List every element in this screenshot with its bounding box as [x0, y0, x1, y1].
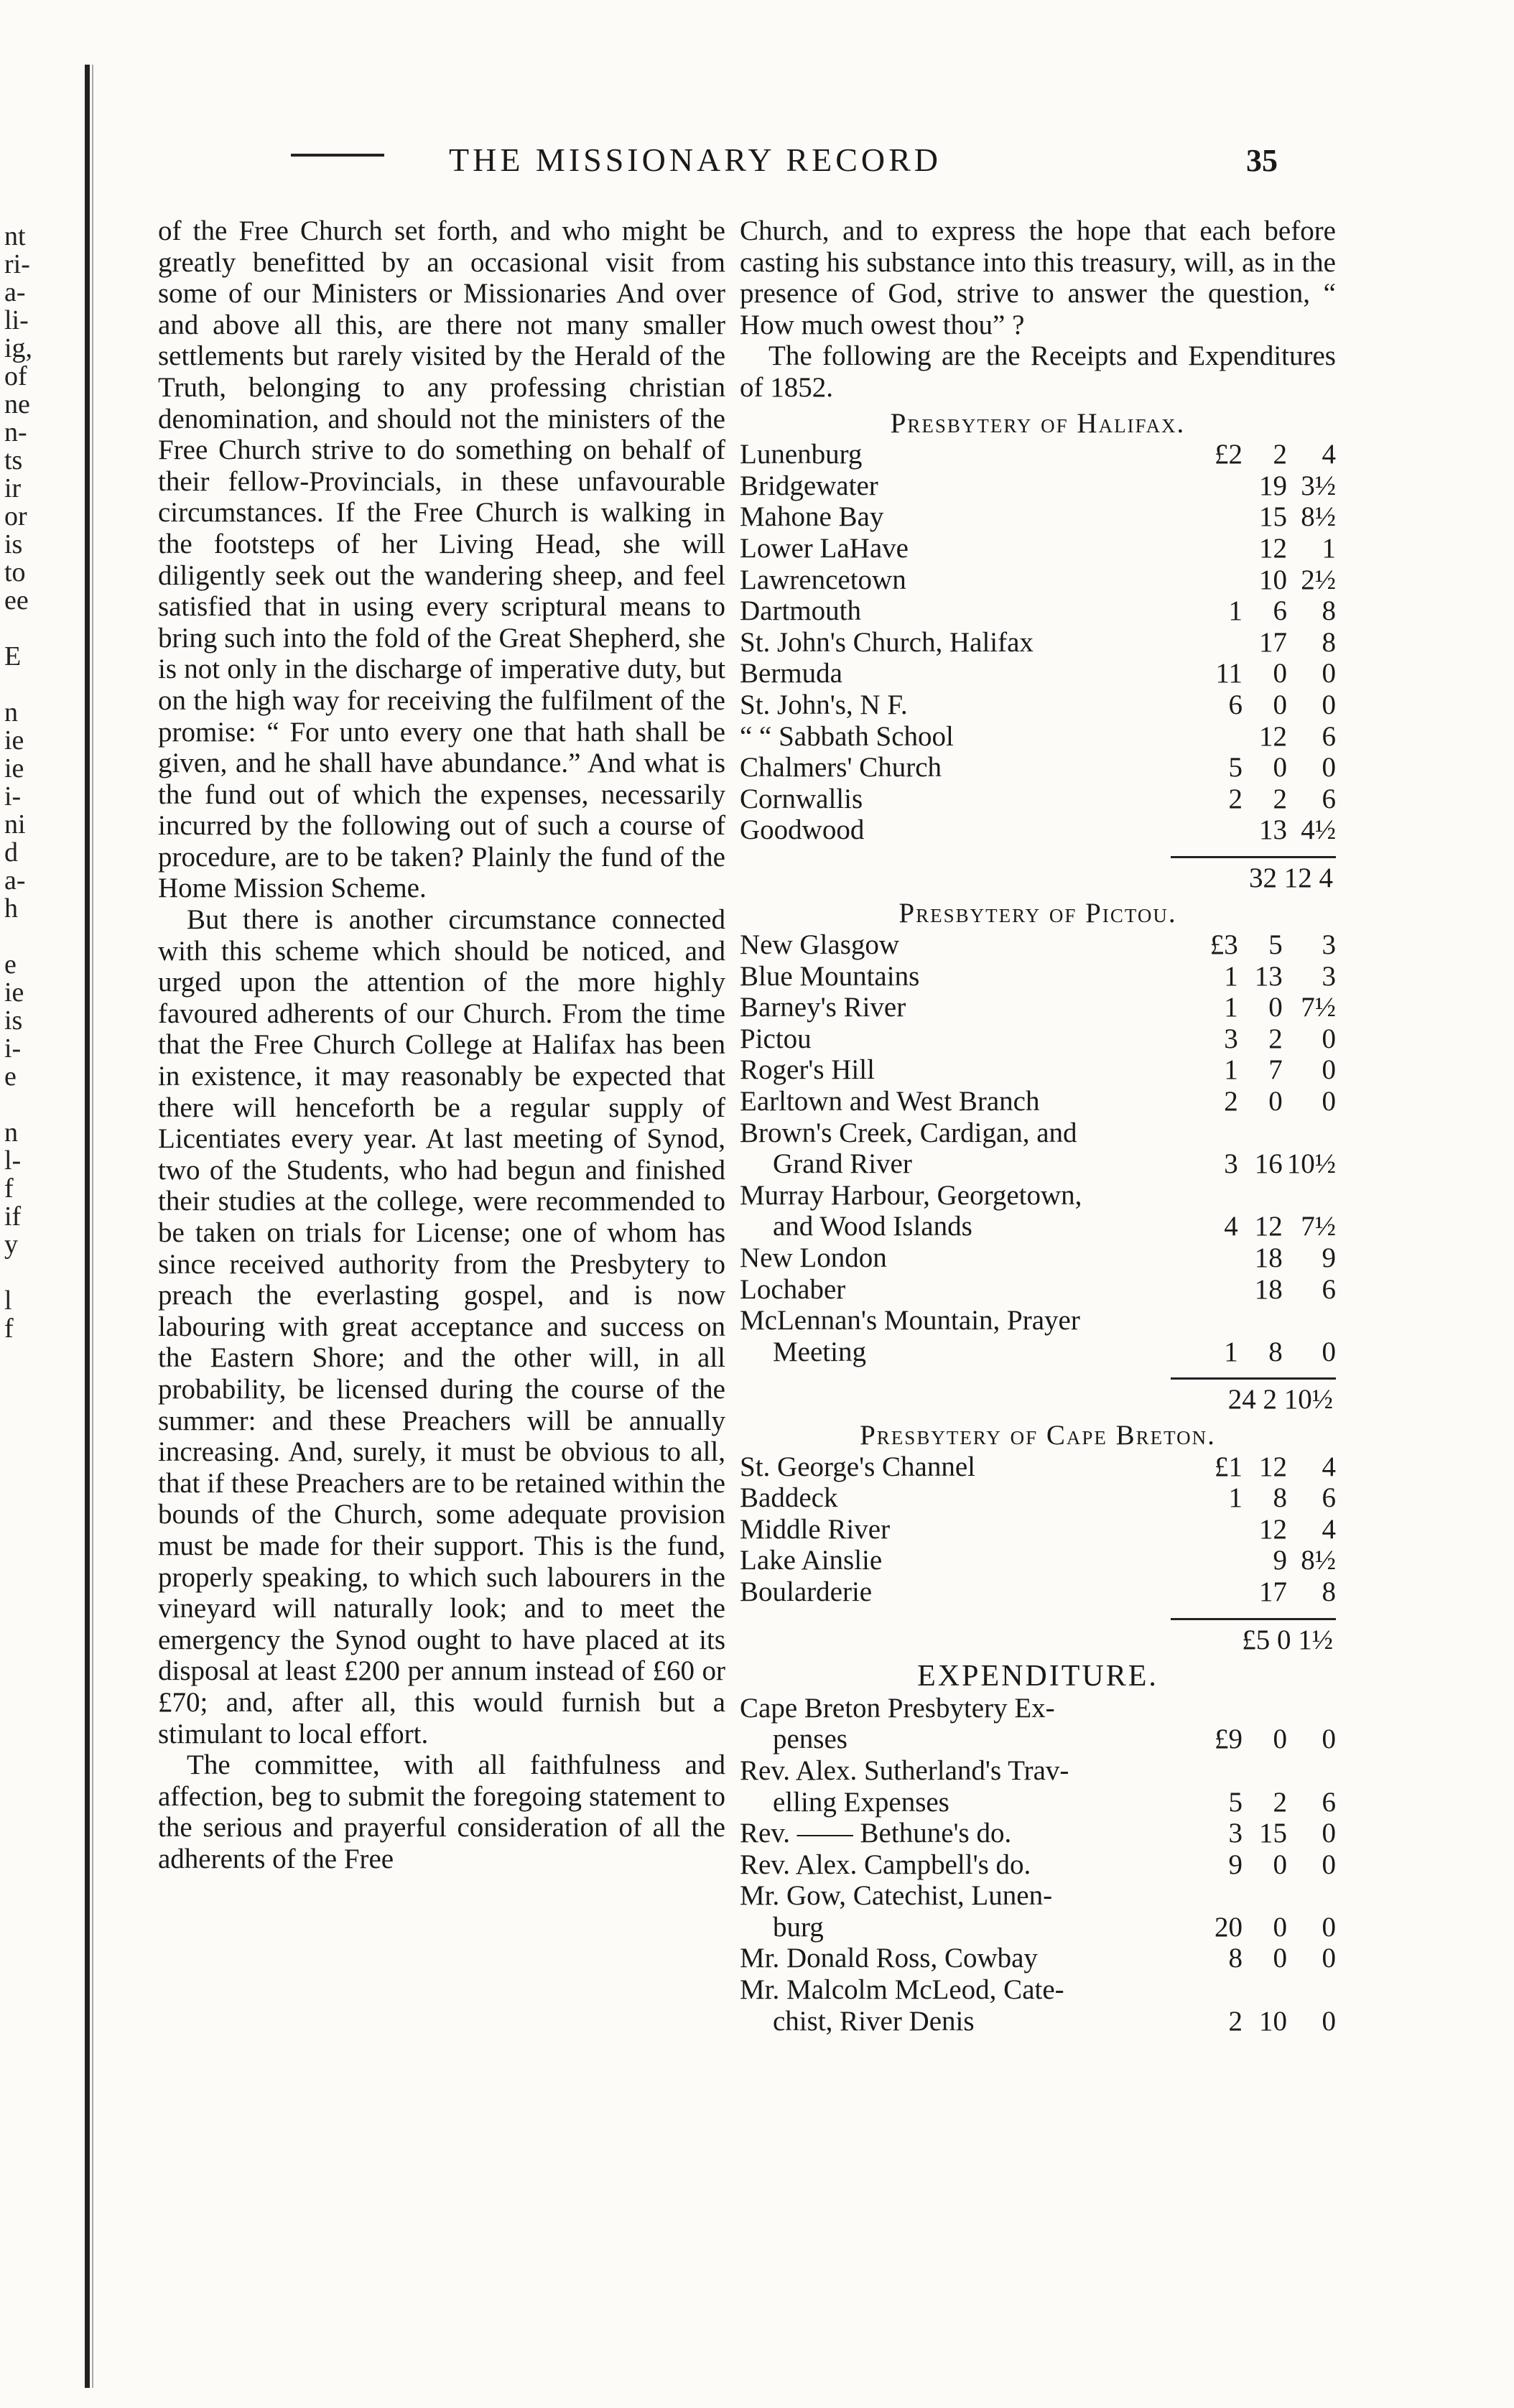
amount-pence: 0 [1322, 1724, 1336, 1755]
halifax-total: 32 12 4 [1249, 862, 1333, 893]
account-row [740, 1242, 1336, 1274]
expenditure-heading: EXPENDITURE. [917, 1660, 1158, 1693]
amount-shillings: 12 [1259, 720, 1287, 752]
amount-pounds: 1 [1224, 992, 1238, 1023]
amount-pounds: £9 [1215, 1724, 1243, 1755]
account-name: Mr. Gow, Catechist, Lunen- burg [740, 1880, 1198, 1943]
amount-pence: 6 [1322, 720, 1336, 752]
amount-pence: 1 [1322, 532, 1336, 564]
account-row [740, 439, 1336, 470]
header-rule [291, 154, 384, 157]
amount-pounds: 8 [1228, 1943, 1243, 1974]
margin-fragment: ir [4, 475, 22, 503]
account-name: Mr. Donald Ross, Cowbay [740, 1943, 1038, 1974]
account-row [740, 1576, 1336, 1608]
account-name: Lower LaHave [740, 532, 909, 564]
margin-fragment: E [4, 643, 22, 671]
account-row [740, 1943, 1336, 1974]
amount-pence: 4 [1322, 1451, 1336, 1482]
account-name: Rev. Alex. Sutherland's Trav- elling Expenses [740, 1755, 1198, 1818]
amount-pounds [1194, 1274, 1238, 1306]
amount-pence: 8 [1322, 595, 1336, 627]
amount-shillings: 12 [1254, 1211, 1283, 1242]
amount-shillings: 0 [1268, 1086, 1283, 1117]
amount-shillings: 16 [1254, 1148, 1283, 1180]
total-rule [1171, 1618, 1336, 1620]
account-row [740, 1023, 1336, 1055]
amount-pounds: £3 [1209, 929, 1238, 961]
margin-fragment [4, 1371, 76, 1399]
amount-pounds: 2 [1224, 1086, 1238, 1117]
amount-pounds: 5 [1228, 1786, 1243, 1818]
page-number: 35 [1246, 143, 1278, 178]
account-name: St. John's Church, Halifax [740, 626, 1034, 658]
account-name: St. John's, N F. [740, 689, 908, 720]
margin-fragment: is [4, 531, 23, 559]
amount-pounds: 1 [1224, 1054, 1238, 1086]
margin-fragment: a- [4, 279, 26, 307]
account-row [740, 470, 1336, 502]
amount-shillings: 2 [1273, 1786, 1287, 1818]
margin-fragment: f [4, 1175, 14, 1203]
account-row [740, 501, 1336, 533]
account-row [740, 595, 1336, 627]
adjacent-page-fragments [4, 223, 76, 1539]
margin-fragment: l- [4, 1147, 22, 1175]
account-name: Lunenburg [740, 439, 863, 470]
amount-shillings: 18 [1254, 1242, 1283, 1273]
amount-pounds: 1 [1224, 960, 1238, 992]
amount-pounds: £1 [1215, 1451, 1243, 1482]
margin-fragment [4, 1483, 76, 1511]
account-row [740, 1451, 1336, 1483]
margin-fragment: li- [4, 307, 29, 335]
amount-shillings: 0 [1273, 1724, 1287, 1755]
amount-shillings: 18 [1254, 1273, 1283, 1305]
account-name: Dartmouth [740, 595, 861, 627]
account-name: New London [740, 1242, 887, 1273]
amount-shillings: 6 [1273, 595, 1287, 627]
amount-pence: 4 [1322, 439, 1336, 470]
amount-pence: 0 [1322, 752, 1336, 784]
account-name: Bridgewater [740, 470, 878, 501]
amount-pence: 0 [1322, 1023, 1336, 1054]
amount-pence: 6 [1322, 783, 1336, 814]
amount-pounds: 6 [1228, 689, 1243, 720]
amount-pounds [1198, 533, 1243, 564]
account-row [740, 1545, 1336, 1576]
margin-fragment [4, 1091, 76, 1119]
amount-pence: 8 [1322, 626, 1336, 658]
account-name-continued: burg [773, 1911, 824, 1943]
margin-fragment: a- [4, 867, 26, 895]
account-name: McLennan's Mountain, Prayer Meeting [740, 1305, 1194, 1367]
account-name: Goodwood [740, 814, 865, 846]
account-name: New Glasgow [740, 929, 900, 961]
margin-fragment: ri- [4, 251, 30, 279]
account-name-continued: Grand River [773, 1148, 912, 1180]
amount-pounds [1198, 721, 1243, 753]
amount-pounds: 4 [1224, 1211, 1238, 1242]
amount-pence: 0 [1322, 1943, 1336, 1974]
amount-shillings: 12 [1259, 1513, 1287, 1545]
margin-fragment: i- [4, 1035, 22, 1063]
margin-fragment: e [4, 1063, 17, 1091]
account-row [740, 564, 1336, 596]
account-row [740, 1482, 1336, 1514]
account-name: Cornwallis [740, 783, 863, 814]
account-name: Barney's River [740, 992, 906, 1023]
account-row [740, 1305, 1336, 1367]
margin-fragment: is [4, 1007, 23, 1035]
margin-fragment: ni [4, 811, 26, 839]
running-header [0, 141, 1514, 184]
account-row [740, 1086, 1336, 1117]
amount-pence: 0 [1322, 658, 1336, 689]
margin-fragment: h [4, 895, 18, 923]
expenditure-table [740, 1693, 1336, 2037]
amount-pence: 0 [1322, 689, 1336, 720]
account-row [740, 1974, 1336, 2037]
amount-shillings: 13 [1259, 814, 1287, 846]
margin-fragment [4, 671, 76, 699]
amount-shillings: 0 [1268, 992, 1283, 1023]
account-row [740, 1274, 1336, 1306]
amount-pence: 3½ [1301, 470, 1336, 501]
amount-pounds [1198, 1545, 1243, 1576]
amount-shillings: 9 [1273, 1545, 1287, 1576]
pictou-heading: Presbytery of Pictou. [898, 898, 1177, 929]
amount-pence: 6 [1322, 1273, 1336, 1305]
amount-pounds: 9 [1228, 1849, 1243, 1880]
margin-fragment: n- [4, 419, 27, 447]
account-name: Earltown and West Branch [740, 1086, 1040, 1117]
right-column [740, 215, 1336, 2037]
amount-pence: 0 [1322, 1336, 1336, 1367]
amount-shillings: 10 [1259, 2005, 1287, 2037]
amount-pence: 9 [1322, 1242, 1336, 1273]
amount-shillings: 7 [1268, 1054, 1283, 1086]
page-binding-edge [85, 65, 90, 2388]
pictou-total: 24 2 10½ [1227, 1384, 1333, 1415]
margin-fragment: ne [4, 391, 30, 419]
left-column [158, 215, 725, 1874]
margin-fragment: ie [4, 979, 24, 1007]
margin-fragment: ie [4, 755, 24, 783]
account-name: Roger's Hill [740, 1054, 875, 1086]
margin-fragment: n [4, 1119, 18, 1147]
cape-breton-receipts-table [740, 1451, 1336, 1608]
amount-pounds: £2 [1215, 439, 1243, 470]
amount-shillings: 12 [1259, 1451, 1287, 1482]
amount-shillings: 8 [1268, 1336, 1283, 1367]
amount-shillings: 0 [1273, 689, 1287, 720]
amount-pence: 6 [1322, 1786, 1336, 1818]
account-name: Baddeck [740, 1482, 838, 1514]
account-name: Lochaber [740, 1273, 846, 1305]
amount-pence: 0 [1322, 1911, 1336, 1943]
account-name: “ “ Sabbath School [740, 720, 954, 752]
account-name: Pictou [740, 1023, 812, 1054]
account-row [740, 992, 1336, 1023]
account-name: Brown's Creek, Cardigan, and Grand River [740, 1117, 1194, 1180]
margin-fragment: if [4, 1203, 22, 1231]
amount-pence: 4½ [1301, 814, 1336, 846]
margin-fragment [4, 1259, 76, 1287]
account-row [740, 658, 1336, 689]
account-row [740, 752, 1336, 784]
paragraph-1: of the Free Church set forth, and who might be greatly benefitted by an occasional visit from some of our Ministers or Missionaries And over and above all this, are there not many smaller settlements but rarely visited by the Herald of the Truth, belonging to any professing christian denomination, and should not the ministers of the Free Church strive to do something on behalf of their fellow-Provincials, in these unfavourable circumstances. If the Free Church is walking in the footsteps of her Living Head, she will diligently seek out the wandering sheep, and feel satisfied that in using every scriptural means to bring such into the fold of the Great Shepherd, she is not only in the discharge of imperative duty, but on the high way for receiving the fulfilment of the promise: “ For unto every one that hath shall be given, and he shall have abundance.” And what is the fund out of which the expenses, necessarily incurred by the following out of such a course of procedure, are to be taken? Plainly the fund of the Home Mission Scheme. [158, 215, 725, 904]
amount-pence: 3 [1322, 929, 1336, 961]
amount-shillings: 0 [1273, 1943, 1287, 1974]
amount-shillings: 2 [1273, 783, 1287, 814]
account-name: St. George's Channel [740, 1451, 976, 1482]
cape-breton-heading: Presbytery of Cape Breton. [860, 1419, 1216, 1451]
amount-pounds: 3 [1224, 1023, 1238, 1054]
account-name-continued: elling Expenses [773, 1786, 949, 1818]
amount-pounds [1198, 564, 1243, 596]
amount-shillings: 17 [1259, 626, 1287, 658]
account-row [740, 1693, 1336, 1755]
amount-shillings: 0 [1273, 1911, 1287, 1943]
margin-fragment [4, 923, 76, 951]
amount-pounds [1194, 1242, 1238, 1274]
pictou-receipts-table [740, 929, 1336, 1367]
amount-pounds [1198, 627, 1243, 659]
account-row [740, 533, 1336, 564]
margin-fragment: ts [4, 447, 23, 475]
margin-fragment: y [4, 1231, 18, 1259]
amount-pence: 8 [1322, 1576, 1336, 1607]
account-row [740, 814, 1336, 846]
paragraph-2: But there is another circumstance connected with this scheme which should be noticed, and urged upon the attention of the more highly favoured adherents of our Church. From the time that the Free Church College at Halifax has been in existence, it may reasonably be expected that there will henceforth be a regular supply of Licentiates every year. At last meeting of Synod, two of the Students, who had begun and finished their studies at the college, were recommended to be taken on trials for License; one of whom has since received authority from the Presbytery to preach the everlasting gospel, and is now labouring with great acceptance and success on the Eastern Shore; and the other will, in all probability, be licensed during the course of the summer: and these Preachers will be annually increasing. And, surely, it must be obvious to all, that if these Preachers are to be retained within the bounds of the Church, some adequate provision must be made for their support. This is the fund, properly speaking, to which such labourers in the vineyard will naturally look; and to meet the emergency the Synod ought to have placed at its disposal at least £200 per annum instead of £60 or £70; and, after all, this would furnish but a stimulant to local effort. [158, 904, 725, 1749]
margin-fragment [4, 1427, 76, 1455]
amount-shillings: 15 [1259, 501, 1287, 533]
amount-shillings: 12 [1259, 532, 1287, 564]
account-row [740, 961, 1336, 993]
amount-pounds: 2 [1228, 2005, 1243, 2037]
account-name: Boularderie [740, 1576, 873, 1607]
account-name: Mr. Malcolm McLeod, Cate- chist, River Denis [740, 1974, 1198, 2037]
amount-pounds [1198, 1576, 1243, 1608]
account-row [740, 1849, 1336, 1881]
account-name: Lake Ainslie [740, 1545, 883, 1576]
cape-breton-total: £5 0 1½ [1242, 1624, 1333, 1655]
amount-shillings: 10 [1259, 564, 1287, 595]
margin-fragment: nt [4, 223, 26, 251]
amount-shillings: 17 [1259, 1576, 1287, 1607]
margin-fragment: d [4, 839, 18, 867]
account-row [740, 1880, 1336, 1943]
halifax-heading: Presbytery of Halifax. [890, 407, 1186, 439]
amount-shillings: 5 [1268, 929, 1283, 961]
amount-shillings: 0 [1273, 752, 1287, 784]
account-name: Chalmers' Church [740, 752, 942, 784]
account-name-continued: and Wood Islands [773, 1211, 972, 1242]
margin-fragment: or [4, 503, 27, 531]
amount-shillings: 2 [1268, 1023, 1283, 1054]
account-row [740, 689, 1336, 721]
journal-title: THE MISSIONARY RECORD [449, 141, 942, 178]
amount-pounds [1198, 501, 1243, 533]
amount-pence: 0 [1322, 1086, 1336, 1117]
amount-pence: 3 [1322, 960, 1336, 992]
paragraph-3: The committee, with all faithfulness and affection, beg to submit the foregoing statement to the serious and prayerful consideration of all the adherents of the Free [158, 1749, 725, 1874]
amount-pounds: 2 [1228, 783, 1243, 814]
amount-pounds: 3 [1228, 1818, 1243, 1849]
amount-shillings: 0 [1273, 658, 1287, 689]
amount-pounds: 11 [1215, 658, 1243, 689]
amount-shillings: 19 [1259, 470, 1287, 501]
account-name: Cape Breton Presbytery Ex- penses [740, 1693, 1198, 1755]
account-name: Blue Mountains [740, 960, 920, 992]
margin-fragment: e [4, 951, 17, 979]
amount-pence: 8½ [1301, 501, 1336, 533]
account-row [740, 1818, 1336, 1849]
account-name: Middle River [740, 1513, 891, 1545]
account-name: Rev. Alex. Campbell's do. [740, 1849, 1031, 1880]
amount-shillings: 8 [1273, 1482, 1287, 1514]
amount-pounds: 1 [1224, 1336, 1238, 1367]
account-name-continued: penses [773, 1724, 847, 1755]
amount-pounds [1198, 1514, 1243, 1545]
margin-fragment: of [4, 363, 27, 391]
amount-pence: 8½ [1301, 1545, 1336, 1576]
total-rule [1171, 1377, 1336, 1380]
margin-fragment [4, 615, 76, 643]
account-row [740, 784, 1336, 815]
margin-fragment [4, 1343, 76, 1371]
amount-pence: 0 [1322, 1849, 1336, 1880]
amount-pence: 0 [1322, 1054, 1336, 1086]
halifax-receipts-table [740, 439, 1336, 846]
margin-fragment: ie [4, 727, 24, 755]
account-name: Rev. —— Bethune's do. [740, 1818, 1012, 1849]
account-name-continued: chist, River Denis [773, 2005, 975, 2037]
amount-pounds: 1 [1228, 595, 1243, 627]
account-row [740, 1054, 1336, 1086]
amount-pounds: 5 [1228, 752, 1243, 784]
amount-shillings: 15 [1259, 1818, 1287, 1849]
account-name: Lawrencetown [740, 564, 906, 595]
account-row [740, 929, 1336, 961]
amount-pounds [1198, 814, 1243, 846]
margin-fragment [4, 1511, 76, 1539]
margin-fragment: l [4, 1287, 12, 1315]
margin-fragment: ee [4, 587, 29, 615]
closing-appeal: Church, and to express the hope that each before casting his substance into this treasury, will, as in the presence of God, strive to answer the question, “ How much owest thou” ? [740, 215, 1336, 340]
margin-fragment [4, 1399, 76, 1427]
account-row [740, 1514, 1336, 1545]
amount-pence: 0 [1322, 2005, 1336, 2037]
margin-fragment: ig, [4, 335, 33, 363]
receipts-intro: The following are the Receipts and Expenditures of 1852. [740, 340, 1336, 403]
amount-pence: 4 [1322, 1513, 1336, 1545]
amount-shillings: 13 [1254, 960, 1283, 992]
amount-pounds: 20 [1215, 1911, 1243, 1943]
margin-fragment: to [4, 559, 26, 587]
account-row [740, 1180, 1336, 1242]
amount-pence: 0 [1322, 1818, 1336, 1849]
account-name-continued: Meeting [773, 1336, 866, 1367]
account-row [740, 1755, 1336, 1818]
account-row [740, 627, 1336, 659]
amount-pence: 7½ [1301, 1211, 1336, 1242]
page-binding-shadow [92, 65, 93, 2388]
account-name: Mahone Bay [740, 501, 884, 533]
account-row [740, 1117, 1336, 1180]
amount-shillings: 2 [1273, 439, 1287, 470]
amount-pounds: 3 [1224, 1148, 1238, 1180]
amount-pence: 6 [1322, 1482, 1336, 1514]
account-name: Murray Harbour, Georgetown, and Wood Islands [740, 1180, 1194, 1242]
amount-pounds: 1 [1228, 1482, 1243, 1514]
amount-shillings: 0 [1273, 1849, 1287, 1880]
amount-pence: 2½ [1301, 564, 1336, 595]
margin-fragment: i- [4, 783, 22, 811]
margin-fragment: f [4, 1315, 14, 1343]
margin-fragment [4, 1455, 76, 1483]
amount-pounds [1198, 470, 1243, 502]
amount-pence: 10½ [1286, 1148, 1336, 1180]
total-rule [1171, 856, 1336, 858]
margin-fragment: n [4, 699, 18, 727]
amount-pence: 7½ [1301, 992, 1336, 1023]
account-row [740, 721, 1336, 753]
account-name: Bermuda [740, 658, 842, 689]
